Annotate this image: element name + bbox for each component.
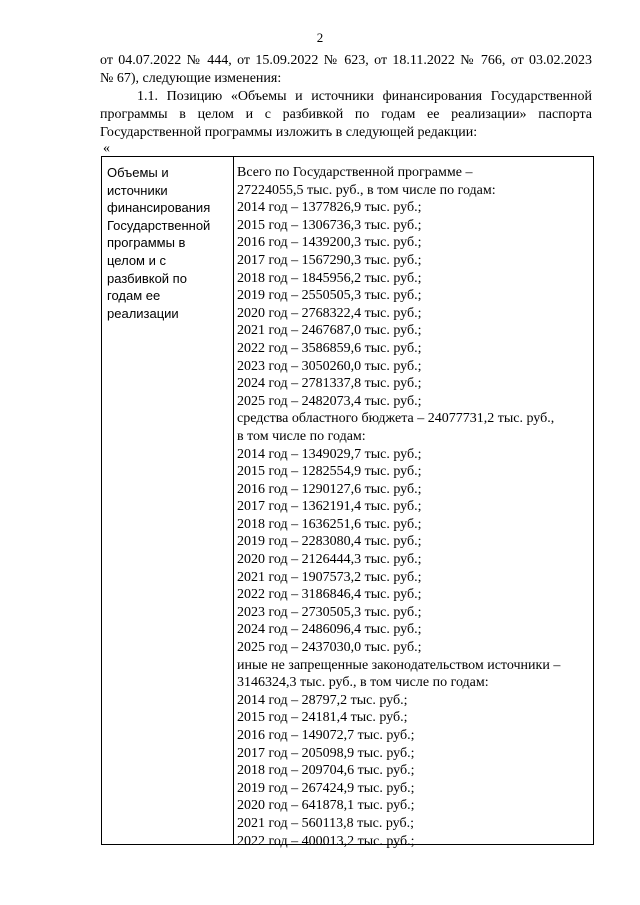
financing-line: 2021 год – 1907573,2 тыс. руб.; [237, 569, 422, 585]
financing-line: 2021 год – 2467687,0 тыс. руб.; [237, 323, 422, 339]
financing-line: 2022 год – 3186846,4 тыс. руб.; [237, 587, 422, 603]
financing-line: 2017 год – 1362191,4 тыс. руб.; [237, 499, 422, 515]
financing-line: 2019 год – 2550505,3 тыс. руб.; [237, 288, 422, 304]
financing-line: 2019 год – 2283080,4 тыс. руб.; [237, 534, 422, 550]
financing-line: 2020 год – 2768322,4 тыс. руб.; [237, 305, 422, 321]
intro-line-5: Государственной программы изложить в следующей редакции: [100, 125, 478, 140]
financing-line: 2019 год – 267424,9 тыс. руб.; [237, 780, 415, 796]
financing-line: 2025 год – 2437030,0 тыс. руб.; [237, 640, 422, 656]
financing-line: 2025 год – 2482073,4 тыс. руб.; [237, 393, 422, 409]
financing-line: 2014 год – 1377826,9 тыс. руб.; [237, 200, 422, 216]
label-line: разбивкой по [107, 270, 187, 286]
financing-line: 2024 год – 2486096,4 тыс. руб.; [237, 622, 422, 638]
financing-line: 2016 год – 1290127,6 тыс. руб.; [237, 481, 422, 497]
financing-line: 2018 год – 1845956,2 тыс. руб.; [237, 270, 422, 286]
financing-line: 2018 год – 1636251,6 тыс. руб.; [237, 516, 422, 532]
financing-line: 2016 год – 149072,7 тыс. руб.; [237, 728, 415, 743]
financing-line: 2024 год – 2781337,8 тыс. руб.; [237, 376, 422, 392]
financing-values-cell [237, 164, 587, 850]
label-line: программы в [107, 235, 186, 251]
financing-line: иные не запрещенные законодательством источники – [237, 657, 561, 673]
financing-line: средства областного бюджета – 24077731,2 тыс. руб., [237, 411, 555, 427]
financing-line: в том числе по годам: [237, 428, 366, 444]
label-line: источники [107, 182, 168, 198]
financing-line: 2017 год – 1567290,3 тыс. руб.; [237, 252, 422, 268]
financing-line: 2016 год – 1439200,3 тыс. руб.; [237, 235, 422, 251]
financing-line: 2017 год – 205098,9 тыс. руб.; [237, 745, 415, 761]
financing-line: 2022 год – 3586859,6 тыс. руб.; [237, 340, 422, 356]
label-line: Государственной [107, 217, 211, 233]
financing-line: 2020 год – 2126444,3 тыс. руб.; [237, 552, 422, 568]
intro-line-2: № 67), следующие изменения: [100, 71, 282, 86]
financing-line: 2014 год – 1349029,7 тыс. руб.; [237, 446, 422, 462]
label-line: финансирования [107, 200, 211, 216]
financing-table [101, 156, 594, 849]
intro-line-4: программы в целом и с разбивкой по годам ее реализации» паспорта [100, 107, 592, 122]
label-line: годам ее [107, 288, 161, 304]
financing-line: 2021 год – 560113,8 тыс. руб.; [237, 815, 414, 831]
financing-line: 2014 год – 28797,2 тыс. руб.; [237, 692, 408, 708]
position-label-cell [107, 164, 229, 322]
label-line: целом и с [107, 252, 166, 268]
financing-line: 2015 год – 1306736,3 тыс. руб.; [237, 217, 422, 233]
financing-line: 2015 год – 1282554,9 тыс. руб.; [237, 464, 422, 480]
intro-line-3: 1.1. Позицию «Объемы и источники финансирования Государственной [137, 89, 592, 104]
financing-line: 3146324,3 тыс. руб., в том числе по годам: [237, 675, 489, 691]
financing-line: 2020 год – 641878,1 тыс. руб.; [237, 798, 415, 814]
page-number: 2 [316, 30, 324, 45]
intro-line-1: от 04.07.2022 № 444, от 15.09.2022 № 623, от 18.11.2022 № 766, от 03.02.2023 [100, 53, 592, 68]
label-line: реализации [107, 305, 179, 321]
financing-line: 2018 год – 209704,6 тыс. руб.; [237, 763, 415, 779]
financing-line: 27224055,5 тыс. руб., в том числе по годам: [237, 182, 496, 198]
financing-line: 2015 год – 24181,4 тыс. руб.; [237, 710, 408, 726]
label-line: Объемы и [107, 165, 169, 180]
column-divider [233, 157, 234, 844]
financing-line: 2023 год – 2730505,3 тыс. руб.; [237, 604, 422, 620]
financing-line: 2023 год – 3050260,0 тыс. руб.; [237, 358, 422, 374]
open-quote: « [103, 141, 110, 156]
financing-line: Всего по Государственной программе – [237, 165, 473, 180]
financing-line: 2022 год – 400013,2 тыс. руб.; [237, 833, 415, 849]
